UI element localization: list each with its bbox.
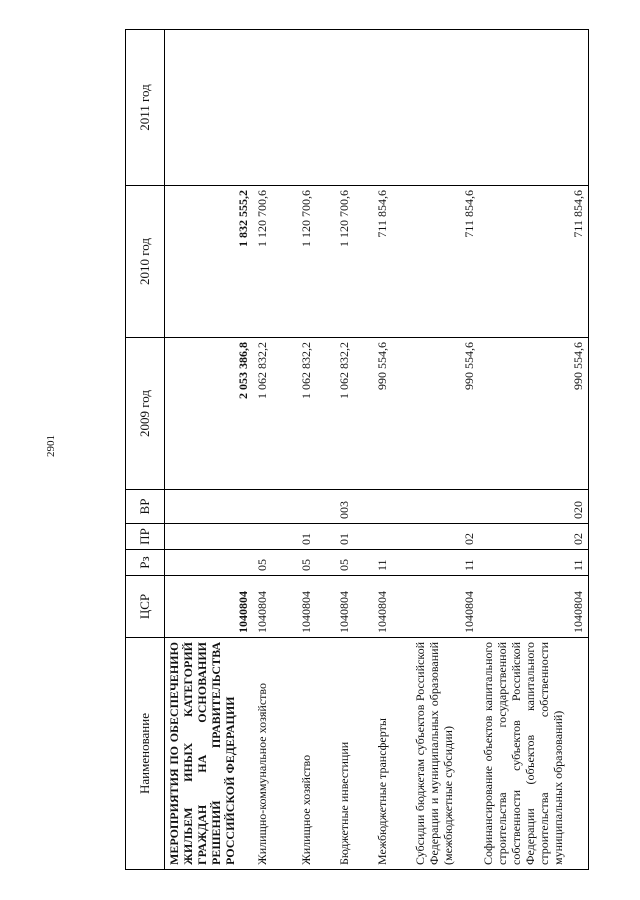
row-csr: 1040804 — [479, 576, 589, 638]
row-csr: 1040804 — [335, 576, 373, 638]
header-vr: ВР — [126, 490, 165, 524]
row-2010: 711 854,6 — [479, 186, 589, 338]
row-2010: 711 854,6 — [373, 186, 411, 338]
row-pr — [253, 524, 297, 550]
row-pr: 02 — [479, 524, 589, 550]
row-2009: 2 053 386,8 — [165, 338, 253, 490]
row-vr — [165, 490, 253, 524]
row-rz: 11 — [373, 550, 411, 576]
table-row — [297, 30, 335, 870]
row-2010: 1 120 700,6 — [297, 186, 335, 338]
row-2009: 1 062 832,2 — [297, 338, 335, 490]
row-rz: 05 — [297, 550, 335, 576]
table-row — [253, 30, 297, 870]
row-name: Софинансирование объектов капитального строительства государственной собственности субъектов Российской Федерации (объектов капитального строительства собственности муниципальных образований) — [479, 638, 589, 870]
row-vr — [411, 490, 479, 524]
rotated-page — [125, 30, 640, 870]
table-row — [479, 30, 589, 870]
row-2009: 990 554,6 — [373, 338, 411, 490]
row-2009: 990 554,6 — [411, 338, 479, 490]
row-2011 — [373, 30, 411, 186]
table-row — [373, 30, 411, 870]
table-row — [335, 30, 373, 870]
row-2010: 711 854,6 — [411, 186, 479, 338]
row-pr — [165, 524, 253, 550]
row-2011 — [411, 30, 479, 186]
row-vr — [297, 490, 335, 524]
header-2009: 2009 год — [126, 338, 165, 490]
row-2009: 990 554,6 — [479, 338, 589, 490]
header-2010: 2010 год — [126, 186, 165, 338]
row-2011 — [165, 30, 253, 186]
row-pr — [373, 524, 411, 550]
row-rz: 05 — [335, 550, 373, 576]
table-row — [165, 30, 253, 870]
row-csr: 1040804 — [253, 576, 297, 638]
table-row — [411, 30, 479, 870]
row-name: МЕРОПРИЯТИЯ ПО ОБЕСПЕЧЕНИЮ ЖИЛЬЕМ ИНЫХ КАТЕГОРИЙ ГРАЖДАН НА ОСНОВАНИИ РЕШЕНИЙ ПРАВИТЕЛЬСТВА РОССИЙСКОЙ ФЕДЕРАЦИИ — [165, 638, 253, 870]
row-csr: 1040804 — [165, 576, 253, 638]
row-name: Жилищное хозяйство — [297, 638, 335, 870]
row-csr: 1040804 — [411, 576, 479, 638]
row-2009: 1 062 832,2 — [335, 338, 373, 490]
row-vr: 003 — [335, 490, 373, 524]
row-2010: 1 832 555,2 — [165, 186, 253, 338]
budget-table — [125, 29, 589, 870]
row-2010: 1 120 700,6 — [335, 186, 373, 338]
row-pr: 01 — [297, 524, 335, 550]
row-vr: 020 — [479, 490, 589, 524]
row-csr: 1040804 — [373, 576, 411, 638]
header-name: Наименование — [126, 638, 165, 870]
header-2011: 2011 год — [126, 30, 165, 186]
row-name: Жилищно-коммунальное хозяйство — [253, 638, 297, 870]
row-rz: 11 — [479, 550, 589, 576]
header-row — [126, 30, 165, 870]
row-2011 — [253, 30, 297, 186]
row-2011 — [297, 30, 335, 186]
row-pr: 02 — [411, 524, 479, 550]
row-2011 — [335, 30, 373, 186]
row-rz: 05 — [253, 550, 297, 576]
row-vr — [253, 490, 297, 524]
row-pr: 01 — [335, 524, 373, 550]
row-2010: 1 120 700,6 — [253, 186, 297, 338]
header-rz: Рз — [126, 550, 165, 576]
row-rz — [165, 550, 253, 576]
row-name: Бюджетные инвестиции — [335, 638, 373, 870]
page-number: 2901 — [45, 435, 57, 457]
row-vr — [373, 490, 411, 524]
row-2011 — [479, 30, 589, 186]
header-pr: ПР — [126, 524, 165, 550]
row-csr: 1040804 — [297, 576, 335, 638]
row-2009: 1 062 832,2 — [253, 338, 297, 490]
row-name: Субсидии бюджетам субъектов Российской Федерации и муниципальных образований (межбюджетные субсидии) — [411, 638, 479, 870]
header-csr: ЦСР — [126, 576, 165, 638]
row-rz: 11 — [411, 550, 479, 576]
row-name: Межбюджетные трансферты — [373, 638, 411, 870]
